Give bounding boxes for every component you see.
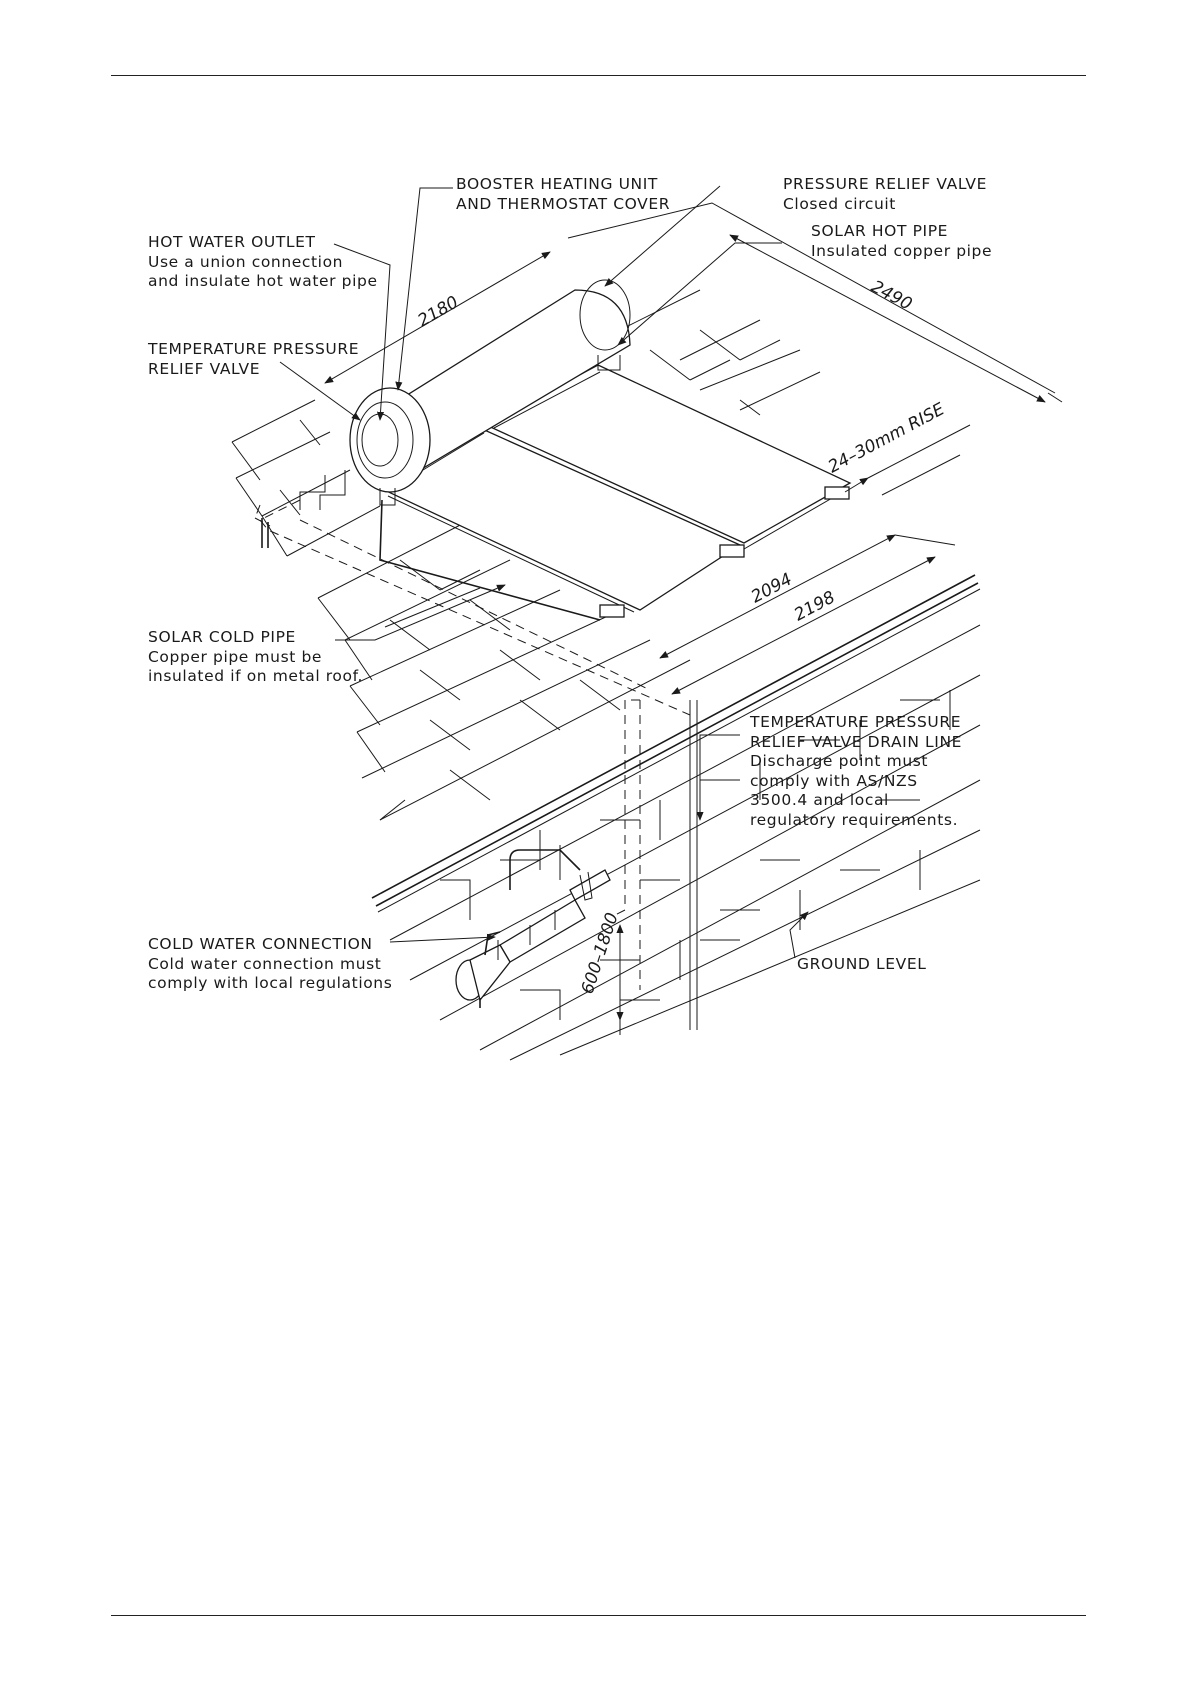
callout-line: RELIEF VALVE — [148, 359, 261, 378]
callout-line: comply with AS/NZS — [750, 771, 918, 790]
callout-line: Cold water connection must — [148, 954, 382, 973]
dim-rise: 24–30mm RISE — [824, 399, 948, 478]
callout-cold-water-connection — [148, 935, 392, 994]
callout-heading: GROUND LEVEL — [797, 955, 927, 973]
callout-heading: HOT WATER OUTLET — [148, 233, 316, 251]
dim-overall-depth: 2490 — [867, 276, 916, 315]
callout-line: Closed circuit — [783, 194, 896, 213]
callout-solar-hot-pipe — [811, 222, 992, 261]
dim-drain-height: 600–1800 — [577, 910, 623, 997]
callout-ground-level — [797, 955, 926, 975]
callout-line: Use a union connection — [148, 252, 344, 271]
callout-line: RELIEF VALVE DRAIN LINE — [750, 732, 963, 751]
callout-solar-cold-pipe — [148, 628, 363, 687]
callout-line: comply with local regulations — [148, 974, 393, 992]
callout-tprv-drain-line — [750, 713, 962, 830]
callout-line: and insulate hot water pipe — [148, 272, 378, 290]
callout-heading: TEMPERATURE PRESSURE — [148, 340, 360, 358]
dimension-lines — [325, 203, 1062, 1035]
callout-line: insulated if on metal roof. — [148, 667, 364, 685]
callout-heading: COLD WATER CONNECTION — [148, 935, 373, 953]
callout-line: Discharge point must — [750, 752, 929, 770]
callout-line: Copper pipe must be — [148, 647, 323, 666]
callout-line: regulatory requirements. — [750, 810, 959, 829]
callout-booster-heating-unit — [456, 175, 670, 214]
callout-heading: SOLAR COLD PIPE — [148, 628, 296, 646]
callout-line: 3500.4 and local — [750, 791, 889, 809]
callout-heading: BOOSTER HEATING UNIT — [456, 175, 658, 193]
dim-tank-length: 2180 — [414, 292, 462, 332]
callout-heading: TEMPERATURE PRESSURE — [750, 713, 962, 731]
callout-pressure-relief-valve — [783, 175, 987, 214]
callout-line: Insulated copper pipe — [811, 241, 993, 260]
callout-heading: SOLAR HOT PIPE — [811, 222, 949, 240]
dim-panel-width: 2094 — [747, 569, 796, 608]
callout-hot-water-outlet — [148, 233, 378, 292]
callout-line: AND THERMOSTAT COVER — [456, 194, 671, 213]
callout-temperature-pressure-relief-valve — [148, 340, 359, 379]
callout-heading: PRESSURE RELIEF VALVE — [783, 175, 987, 193]
leader-lines — [280, 186, 808, 958]
dim-overall-width: 2198 — [790, 587, 839, 626]
